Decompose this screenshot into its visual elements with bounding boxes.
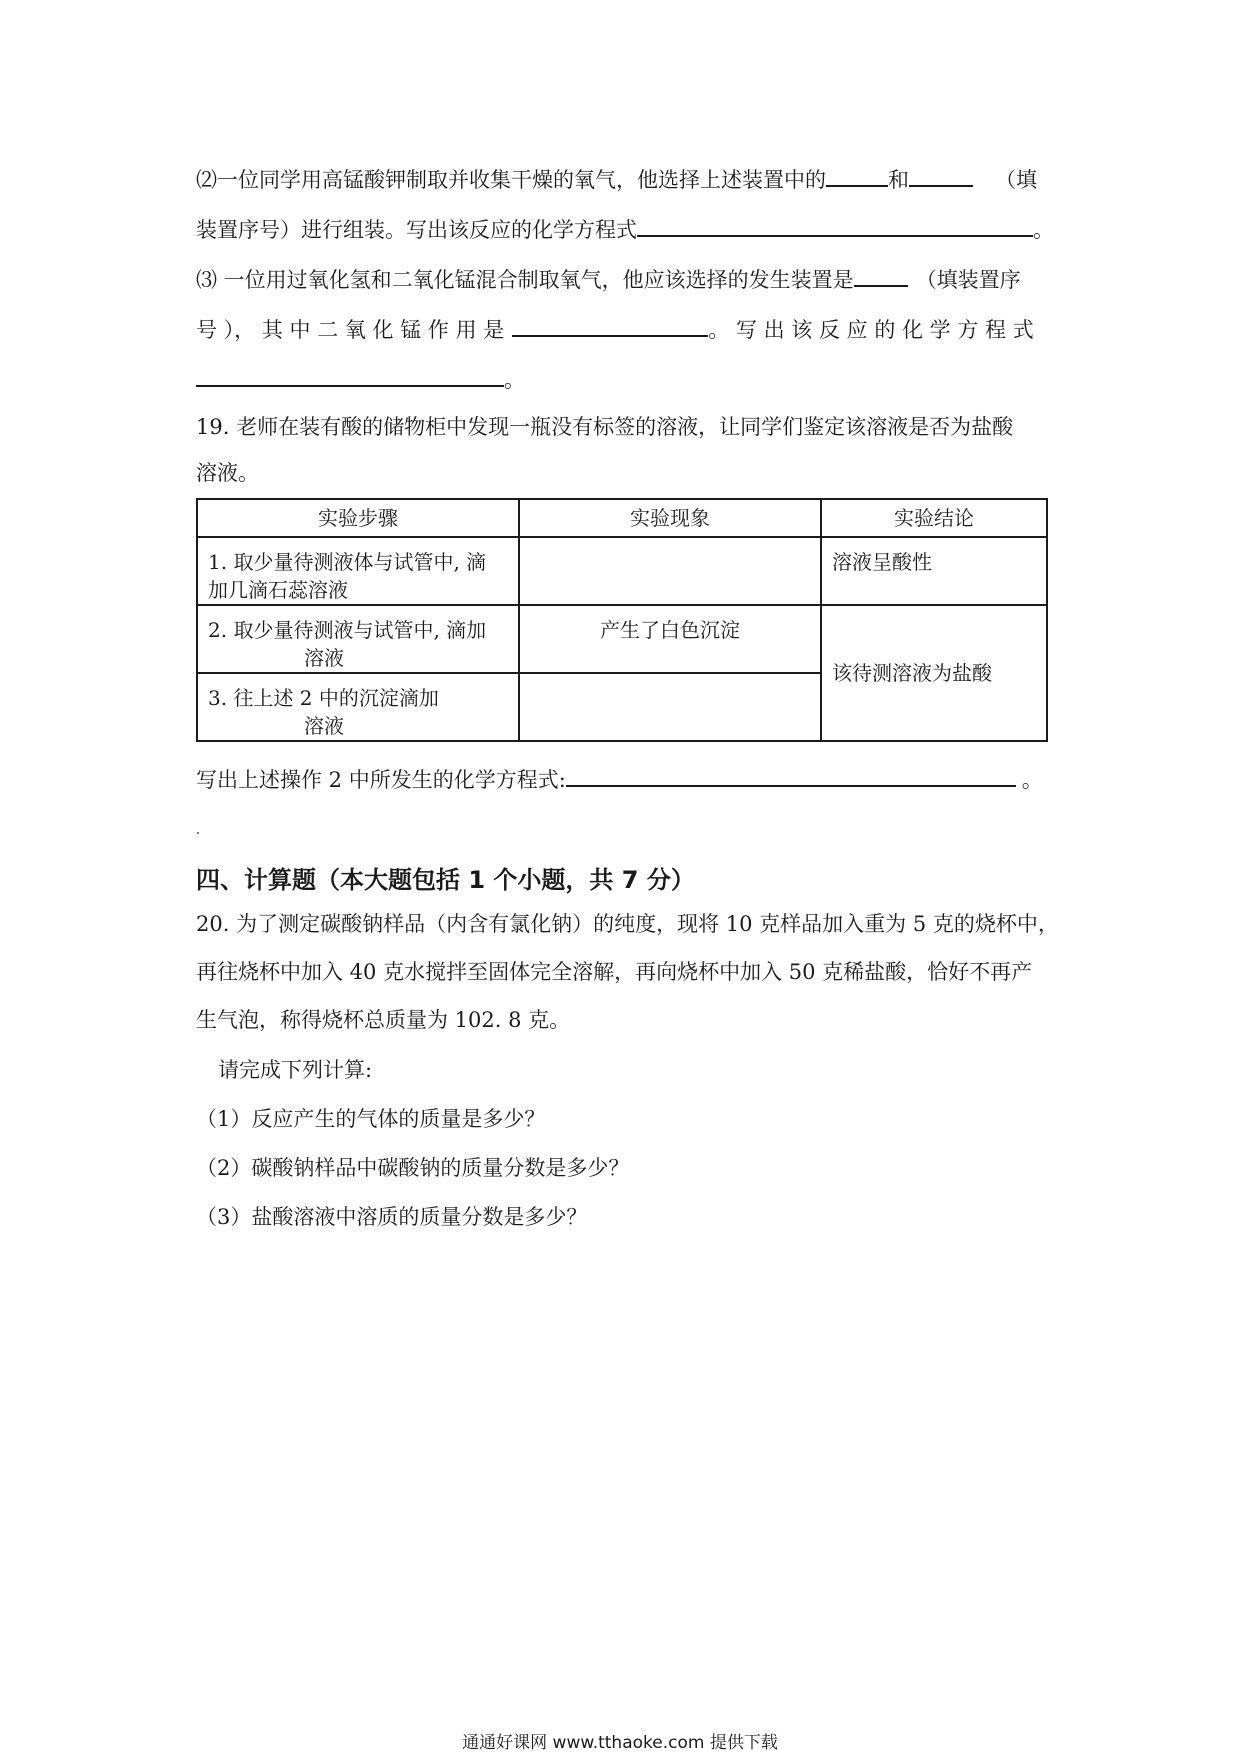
step-cell xyxy=(197,537,519,605)
q18-part3-text-d: 。 写 出 该 反 应 的 化 学 方 程 式 xyxy=(708,318,1034,342)
step-text: 3. 往上述 2 中的沉淀滴加 xyxy=(208,686,439,710)
phenomenon-cell[interactable] xyxy=(519,673,821,741)
q20-line2: 再往烧杯中加入 40 克水搅拌至固体完全溶解，再向烧杯中加入 50 克稀盐酸，恰好不再产 xyxy=(196,960,1033,984)
phenomenon-cell: 产生了白色沉淀 xyxy=(519,605,821,673)
q20-sub3: （3）盐酸溶液中溶质的质量分数是多少？ xyxy=(196,1205,588,1229)
header-steps: 实验步骤 xyxy=(197,499,519,537)
conclusion-cell-merged: 该待测溶液为盐酸 xyxy=(821,605,1047,741)
speck xyxy=(197,832,199,834)
q18-part2-text-b: 和 xyxy=(888,168,909,192)
answer-blank[interactable] xyxy=(826,163,888,187)
q19-equation-prompt: 写出上述操作 2 中所发生的化学方程式: xyxy=(196,768,566,792)
header-phenomenon: 实验现象 xyxy=(519,499,821,537)
answer-blank[interactable] xyxy=(909,163,973,187)
step-text-cont: 加几滴石蕊溶液 xyxy=(208,578,348,602)
equation-blank[interactable] xyxy=(566,763,1016,787)
q18-part3-text-e: 。 xyxy=(504,368,525,392)
q20-sub2: （2）碳酸钠样品中碳酸钠的质量分数是多少？ xyxy=(196,1156,630,1180)
phenomenon-cell[interactable] xyxy=(519,537,821,605)
page-footer: 通通好课网 www.tthaoke.com 提供下载 xyxy=(462,1733,778,1753)
q18-part2-text-c: （填 xyxy=(995,168,1037,192)
step-text-cont: 溶液 xyxy=(304,714,344,738)
q18-part3-line3 xyxy=(196,363,525,395)
q19-intro-line1: 19. 老师在装有酸的储物柜中发现一瓶没有标签的溶液，让同学们鉴定该溶液是否为盐酸 xyxy=(196,415,1014,439)
q18-part2-text-a: ⑵一位同学用高锰酸钾制取并收集干燥的氧气，他选择上述装置中的 xyxy=(196,168,826,192)
answer-blank[interactable] xyxy=(512,313,708,337)
step-text-cont: 溶液 xyxy=(304,646,344,670)
q18-part2-text-e: 。 xyxy=(1033,218,1054,242)
q20-prompt: 请完成下列计算: xyxy=(218,1058,373,1082)
table-row xyxy=(197,537,1047,605)
q19-equation-end: 。 xyxy=(1021,768,1043,792)
step-cell xyxy=(197,605,519,673)
q18-part2-line2 xyxy=(196,213,1054,245)
step-text: 2. 取少量待测液与试管中, 滴加 xyxy=(208,618,487,642)
experiment-table xyxy=(196,498,1048,742)
step-cell xyxy=(197,673,519,741)
q18-part3-text-a: ⑶ 一位用过氧化氢和二氧化锰混合制取氧气，他应该选择的发生装置是 xyxy=(196,268,854,292)
equation-blank[interactable] xyxy=(637,213,1033,237)
answer-blank[interactable] xyxy=(854,263,908,287)
q18-part3-line2 xyxy=(196,313,1034,345)
q18-part3-text-c: 号 ）， 其 中 二 氧 化 锰 作 用 是 xyxy=(196,318,505,342)
q18-part3-line1 xyxy=(196,263,1021,295)
q18-part2-text-d: 装置序号）进行组装。写出该反应的化学方程式 xyxy=(196,218,637,242)
conclusion-cell: 溶液呈酸性 xyxy=(821,537,1047,605)
equation-blank[interactable] xyxy=(196,363,504,387)
q20-sub1: （1）反应产生的气体的质量是多少？ xyxy=(196,1107,546,1131)
q19-intro-line2: 溶液。 xyxy=(196,461,259,485)
q18-part3-text-b: （填装置序 xyxy=(915,268,1021,292)
step-text: 1. 取少量待测液体与试管中, 滴 xyxy=(208,550,487,574)
q19-equation-line xyxy=(196,763,1043,795)
table-row xyxy=(197,605,1047,673)
q20-line3: 生气泡，称得烧杯总质量为 102. 8 克。 xyxy=(196,1008,571,1032)
section-title: 四、计算题（本大题包括 1 个小题，共 7 分） xyxy=(196,866,695,894)
table-header-row xyxy=(197,499,1047,537)
q20-line1: 20. 为了测定碳酸钠样品（内含有氯化钠）的纯度，现将 10 克样品加入重为 5 克的烧杯中， xyxy=(196,912,1059,936)
q18-part2-line1 xyxy=(196,163,1037,195)
header-conclusion: 实验结论 xyxy=(821,499,1047,537)
